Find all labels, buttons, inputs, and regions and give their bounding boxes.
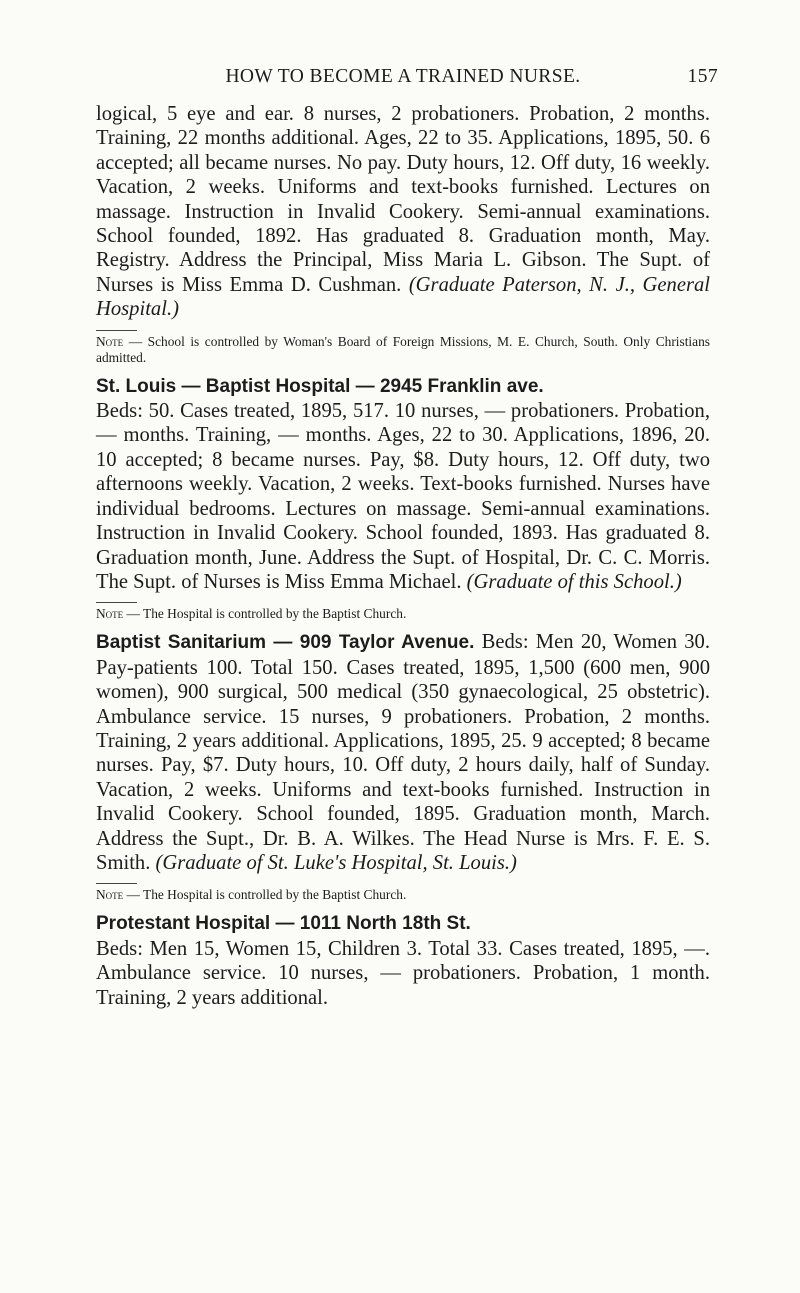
note-label: Note [96,887,124,903]
note-divider [96,330,137,331]
paragraph-continued [96,102,710,322]
note-text: — The Hospital is controlled by the Baptist Church. [123,887,407,903]
entry-heading: St. Louis — Baptist Hospital — 2945 Franklin ave. [96,375,544,397]
page-header [96,66,718,102]
footnote [96,887,710,903]
paragraph-text: Beds: Men 15, Women 15, Children 3. Total 33. Cases treated, 1895, —. Ambulance service. 10 nurses, — probationers. Probation, 1 month. Training, 2 years additional. [96,937,710,1009]
note-divider [96,602,137,603]
paragraph-text: logical, 5 eye and ear. 8 nurses, 2 probationers. Probation, 2 months. Training, 22 months additional. Ages, 22 to 35. Applications, 1895, 50. 6 accepted; all became nurses. No pay. Duty hours, 12. Off duty, 16 weekly. Vacation, 2 weeks. Uniforms and text-books furnished. Lectures on massage. Instruction in Invalid Cookery. Semi-annual examinations. School founded, 1892. Has graduated 8. Graduation month, May. Registry. Address the Principal, Miss Maria L. Gibson. The Supt. of Nurses is Miss Emma D. Cushman. [96,103,710,296]
note-label: Note [96,606,124,622]
book-page [96,66,718,1010]
graduate-note: (Graduate Paterson, N. J., General Hospital.) [96,273,711,321]
running-head: HOW TO BECOME A TRAINED NURSE. [225,66,581,87]
graduate-note: (Graduate of St. Luke's Hospital, St. Louis.) [155,851,517,874]
page-number: 157 [687,66,718,87]
entry-heading: Baptist Sanitarium — 909 Taylor Avenue. [96,632,475,654]
entry-st-louis-baptist-hospital [96,374,710,595]
entry-protestant-hospital [96,911,710,1010]
entry-heading: Protestant Hospital — 1011 North 18th St. [96,913,471,935]
note-text: — The Hospital is controlled by the Baptist Church. [123,606,407,622]
graduate-note: (Graduate of this School.) [466,570,682,593]
footnote [96,334,710,366]
paragraph-text: Beds: Men 20, Women 30. Pay-patients 100. Total 150. Cases treated, 1895, 1,500 (600 men, 900 women), 900 surgical, 500 medical (350 gynaecological, 25 obstetric). Ambulance service. 15 nurses, 9 probationers. Probation, 2 months. Training, 2 years additional. Applications, 1895, 25. 9 accepted; 8 became nurses. Pay, $7. Duty hours, 10. Off duty, 2 hours daily, half of Sunday. Vacation, 2 weeks. Uniforms and text-books furnished. Instruction in Invalid Cookery. School founded, 1895. Graduation month, March. Address the Supt., Dr. B. A. Wilkes. The Head Nurse is Mrs. F. E. S. Smith. [96,631,710,874]
entry-baptist-sanitarium [96,630,710,875]
footnote [96,606,710,622]
note-divider [96,883,137,884]
note-label: Note [96,333,124,349]
paragraph-text: Beds: 50. Cases treated, 1895, 517. 10 nurses, — probationers. Probation, — months. Training, — months. Ages, 22 to 30. Applications, 1896, 20. 10 accepted; 8 became nurses. Pay, $8. Duty hours, 12. Off duty, two afternoons weekly. Vacation, 2 weeks. Text-books furnished. Nurses have individual bedrooms. Lectures on massage. Semi-annual examinations. Instruction in Invalid Cookery. School founded, 1893. Has graduated 8. Graduation month, June. Address the Supt. of Hospital, Dr. C. C. Morris. The Supt. of Nurses is Miss Emma Michael. [96,400,710,593]
note-text: — School is controlled by Woman's Board of Foreign Missions, M. E. Church, South. Only Christians admitted. [96,333,710,365]
